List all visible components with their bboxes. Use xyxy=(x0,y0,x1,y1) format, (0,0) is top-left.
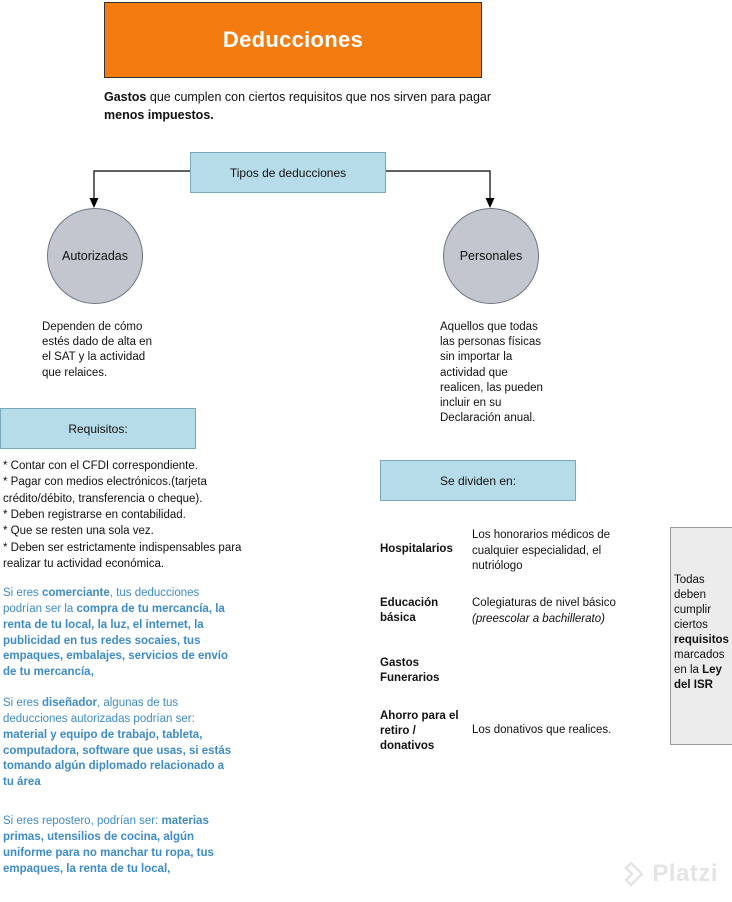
advice-comerciante-bold2: compra de tu mercancía, la renta de tu local, la luz, el internet, la publicidad en tus redes socaies, tus empaques, embalajes, servicios de envío de tu mercancía, xyxy=(3,602,228,679)
box-se-dividen-en xyxy=(380,460,576,501)
row-desc-educacion-plain: Colegiaturas de nivel básico xyxy=(472,597,616,609)
requisito-item: * Deben ser estrictamente indispensables para realizar tu actividad económica. xyxy=(3,541,242,570)
advice-comerciante-bold1: comerciante xyxy=(42,587,110,599)
row-desc-hospitalarios: Los honorarios médicos de cualquier especialidad, el nutriólogo xyxy=(472,529,611,573)
box-requisitos-label: Requisitos: xyxy=(68,421,128,436)
requisitos-list xyxy=(3,458,243,572)
node-personales-label: Personales xyxy=(459,249,523,263)
requisito-item: * Que se resten una sola vez. xyxy=(3,525,154,538)
note-bold-requisitos: requisitos xyxy=(674,633,729,646)
subtitle-text xyxy=(104,88,524,124)
advice-repostero xyxy=(3,814,235,877)
node-autorizadas xyxy=(47,208,143,304)
advice-disenador-plain1: Si eres xyxy=(3,697,42,709)
requisito-item: * Deben registrarse en contabilidad. xyxy=(3,508,186,521)
platzi-logo-icon xyxy=(618,861,644,887)
box-dividen-label: Se dividen en: xyxy=(439,473,517,488)
note-plain2: marcados en la xyxy=(674,648,725,676)
node-autorizadas-label: Autorizadas xyxy=(61,249,128,263)
subtitle-strong-impuestos: menos impuestos. xyxy=(104,108,214,123)
box-tipos-de-deducciones xyxy=(190,152,386,193)
row-label-ahorro-retiro-donativos: Ahorro para el retiro / donativos xyxy=(380,710,459,752)
row-desc-educacion-basica xyxy=(472,596,638,627)
advice-comerciante-plain1: Si eres xyxy=(3,587,42,599)
row-desc-donativos: Los donativos que realices. xyxy=(472,724,612,736)
advice-disenador-plain2: , algunas de tus deducciones autorizadas podrían ser: xyxy=(3,697,195,725)
note-text xyxy=(674,573,732,693)
requisito-item: * Pagar con medios electrónicos.(tarjeta crédito/débito, transferencia o cheque). xyxy=(3,476,207,505)
watermark-text: Platzi xyxy=(652,860,718,887)
box-tipos-label: Tipos de deducciones xyxy=(229,165,347,180)
description-autorizadas: Dependen de cómo estés dado de alta en el SAT y la actividad que relaices. xyxy=(42,321,152,379)
watermark xyxy=(618,860,718,888)
description-personales: Aquellos que todas las personas físicas sin importar la actividad que realicen, las pueden incluir en su Declaración anual. xyxy=(440,321,543,425)
advice-disenador-bold2: material y equipo de trabajo, tableta, computadora, software que usas, si estás tomando algún diplomado relacionado a tu área xyxy=(3,728,232,789)
advice-comerciante xyxy=(3,586,235,681)
subtitle-rest: que cumplen con ciertos requisitos que nos sirven para pagar xyxy=(146,90,492,104)
advice-comerciante-plain2: , tus deducciones podrían ser la xyxy=(3,587,200,615)
box-requisitos xyxy=(0,408,196,449)
advice-repostero-plain1: Si eres repostero, podrían ser: xyxy=(3,815,162,827)
requisito-item: * Contar con el CFDI correspondiente. xyxy=(3,460,198,472)
row-label-hospitalarios: Hospitalarios xyxy=(380,543,453,555)
title-banner xyxy=(104,2,482,78)
node-personales xyxy=(443,208,539,304)
page-title: Deducciones xyxy=(222,27,364,52)
advice-disenador-bold1: diseñador xyxy=(42,697,97,709)
note-bold-ley-isr: Ley del ISR xyxy=(674,663,722,691)
row-label-gastos-funerarios: Gastos Funerarios xyxy=(380,657,440,684)
advice-repostero-bold2: materias primas, utensilios de cocina, algún uniforme para no manchar tu ropa, tus empaques, la renta de tu local, xyxy=(3,815,214,875)
subtitle-strong-gastos: Gastos xyxy=(104,90,147,104)
row-label-educacion-basica: Educación básica xyxy=(380,597,439,624)
row-desc-educacion-italic: (preescolar a bachillerato) xyxy=(472,612,605,625)
advice-disenador xyxy=(3,696,235,791)
note-plain1: Todas deben cumplir ciertos xyxy=(674,574,712,631)
